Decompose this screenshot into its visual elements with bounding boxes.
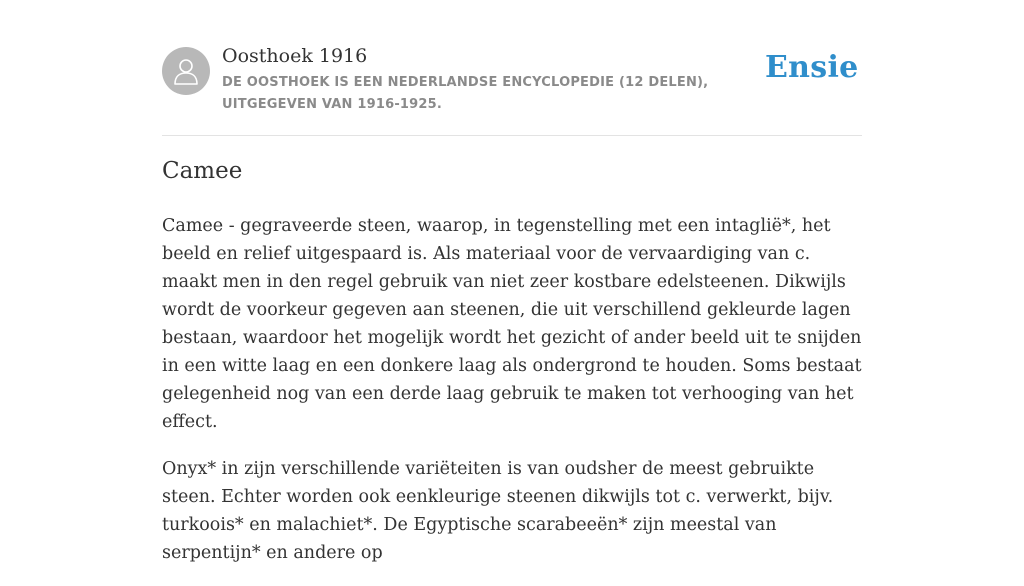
- source-description: DE OOSTHOEK IS EEN NEDERLANDSE ENCYCLOPEDIE (12 DELEN), UITGEGEVEN VAN 1916-1925.: [222, 75, 709, 112]
- user-icon: [172, 56, 200, 86]
- article-body: [162, 212, 867, 586]
- avatar[interactable]: [162, 47, 210, 95]
- source-header: [162, 0, 862, 136]
- source-name[interactable]: Oosthoek 1916: [222, 45, 368, 67]
- article-title: Camee: [162, 158, 243, 184]
- ensie-logo[interactable]: Ensie: [765, 50, 859, 85]
- article-paragraph: Camee - gegraveerde steen, waarop, in tegenstelling met een intaglië*, het beeld en relief uitgespaard is. Als materiaal voor de vervaardiging van c. maakt men in den regel gebruik van niet zeer kostbare edelsteenen. Dikwijls wordt de voorkeur gegeven aan steenen, die uit verschillend gekleurde lagen bestaan, waardoor het mogelijk wordt het gezicht of ander beeld uit te snijden in een witte laag en een donkere laag als ondergrond te houden. Soms bestaat gelegenheid nog van een derde laag gebruik te maken tot verhooging van het effect.: [162, 216, 862, 432]
- article-paragraph: Onyx* in zijn verschillende variëteiten is van oudsher de meest gebruikte steen. Echter worden ook eenkleurige steenen dikwijls tot c. verwerkt, bijv. turkoois* en malachiet*. De Egyptische scarabeeën* zijn meestal van serpentijn* en andere op: [162, 459, 834, 563]
- page: [162, 0, 862, 563]
